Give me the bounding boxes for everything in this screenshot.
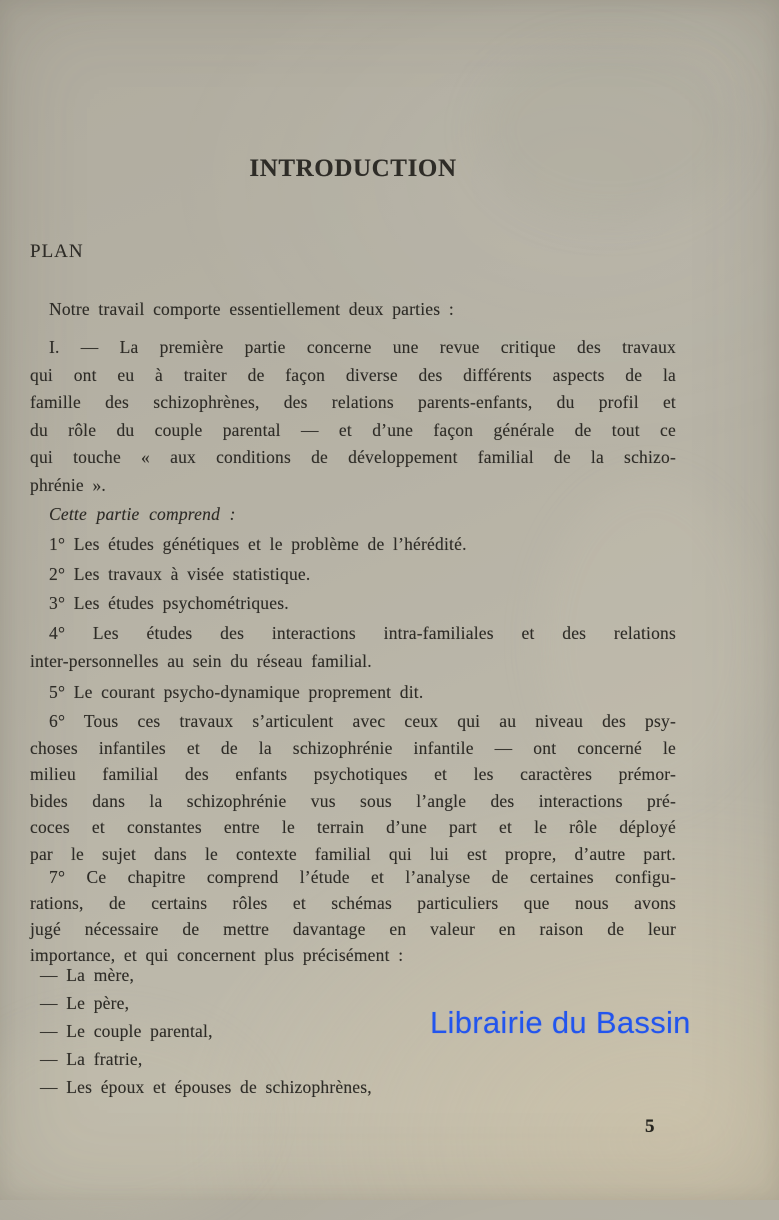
- numbered-item-4: [30, 620, 676, 675]
- item-line: coces et constantes entre le terrain d’une part et le rôle déployé: [30, 817, 676, 838]
- numbered-item-5: [30, 679, 676, 707]
- item-line: 6° Tous ces travaux s’articulent avec ceux qui au niveau des psy-: [49, 711, 676, 731]
- page-title: INTRODUCTION: [249, 154, 457, 182]
- item-line: rations, de certains rôles et schémas particuliers que nous avons: [30, 893, 676, 913]
- section-heading-plan: PLAN: [30, 241, 84, 262]
- dash-list-item: — Le couple parental,: [40, 1021, 213, 1041]
- numbered-item-2: [30, 561, 676, 589]
- dash-list-item: — Les époux et épouses de schizophrènes,: [40, 1077, 372, 1097]
- item-line: jugé nécessaire de mettre davantage en valeur en raison de leur: [30, 919, 676, 939]
- item-line: 7° Ce chapitre comprend l’étude et l’analyse de certaines configu-: [49, 867, 676, 887]
- item-line: choses infantiles et de la schizophrénie infantile — ont concerné le: [30, 737, 676, 758]
- item-text: 2° Les travaux à visée statistique.: [49, 564, 311, 584]
- item-line: inter-personnelles au sein du réseau familial.: [30, 650, 372, 671]
- part-1-paragraph: [30, 334, 676, 499]
- item-text: 3° Les études psychométriques.: [49, 593, 289, 613]
- dash-list-item: — Le père,: [40, 993, 130, 1013]
- dash-list-item: — La fratrie,: [40, 1049, 143, 1069]
- item-text: 5° Le courant psycho-dynamique proprement dit.: [49, 682, 424, 702]
- paragraph-line: du rôle du couple parental — et d’une façon générale de tout ce: [30, 419, 676, 440]
- numbered-item-7: [30, 864, 676, 968]
- item-line: bides dans la schizophrénie vus sous l’angle des interactions pré-: [30, 790, 676, 811]
- bookseller-watermark: Librairie du Bassin: [430, 1005, 691, 1040]
- paragraph-line: I. — La première partie concerne une revue critique des travaux: [49, 337, 676, 357]
- paragraph-line: Notre travail comporte essentiellement deux parties :: [49, 299, 454, 319]
- subheading-text: Cette partie comprend :: [49, 504, 236, 524]
- dash-list-item: — La mère,: [40, 965, 135, 985]
- item-line: 4° Les études des interactions intra-familiales et des relations: [49, 623, 676, 643]
- paragraph-line: phrénie ».: [30, 474, 106, 495]
- numbered-item-3: [30, 590, 676, 618]
- item-line: par le sujet dans le contexte familial qui lui est propre, d’autre part.: [30, 843, 676, 864]
- numbered-item-6: [30, 708, 676, 868]
- paragraph-line: qui touche « aux conditions de développement familial de la schizo-: [30, 447, 676, 467]
- paragraph-line: qui ont eu à traiter de façon diverse des différents aspects de la: [30, 364, 676, 385]
- numbered-item-1: [30, 531, 676, 559]
- page-number: 5: [645, 1116, 655, 1137]
- item-line: milieu familial des enfants psychotiques et les caractères prémor-: [30, 764, 676, 785]
- subheading-cette-partie: [30, 501, 676, 529]
- item-line: importance, et qui concernent plus précisément :: [30, 945, 404, 965]
- paragraph-line: famille des schizophrènes, des relations parents-enfants, du profil et: [30, 392, 676, 412]
- item-text: 1° Les études génétiques et le problème de l’hérédité.: [49, 534, 467, 554]
- intro-paragraph: [30, 296, 676, 324]
